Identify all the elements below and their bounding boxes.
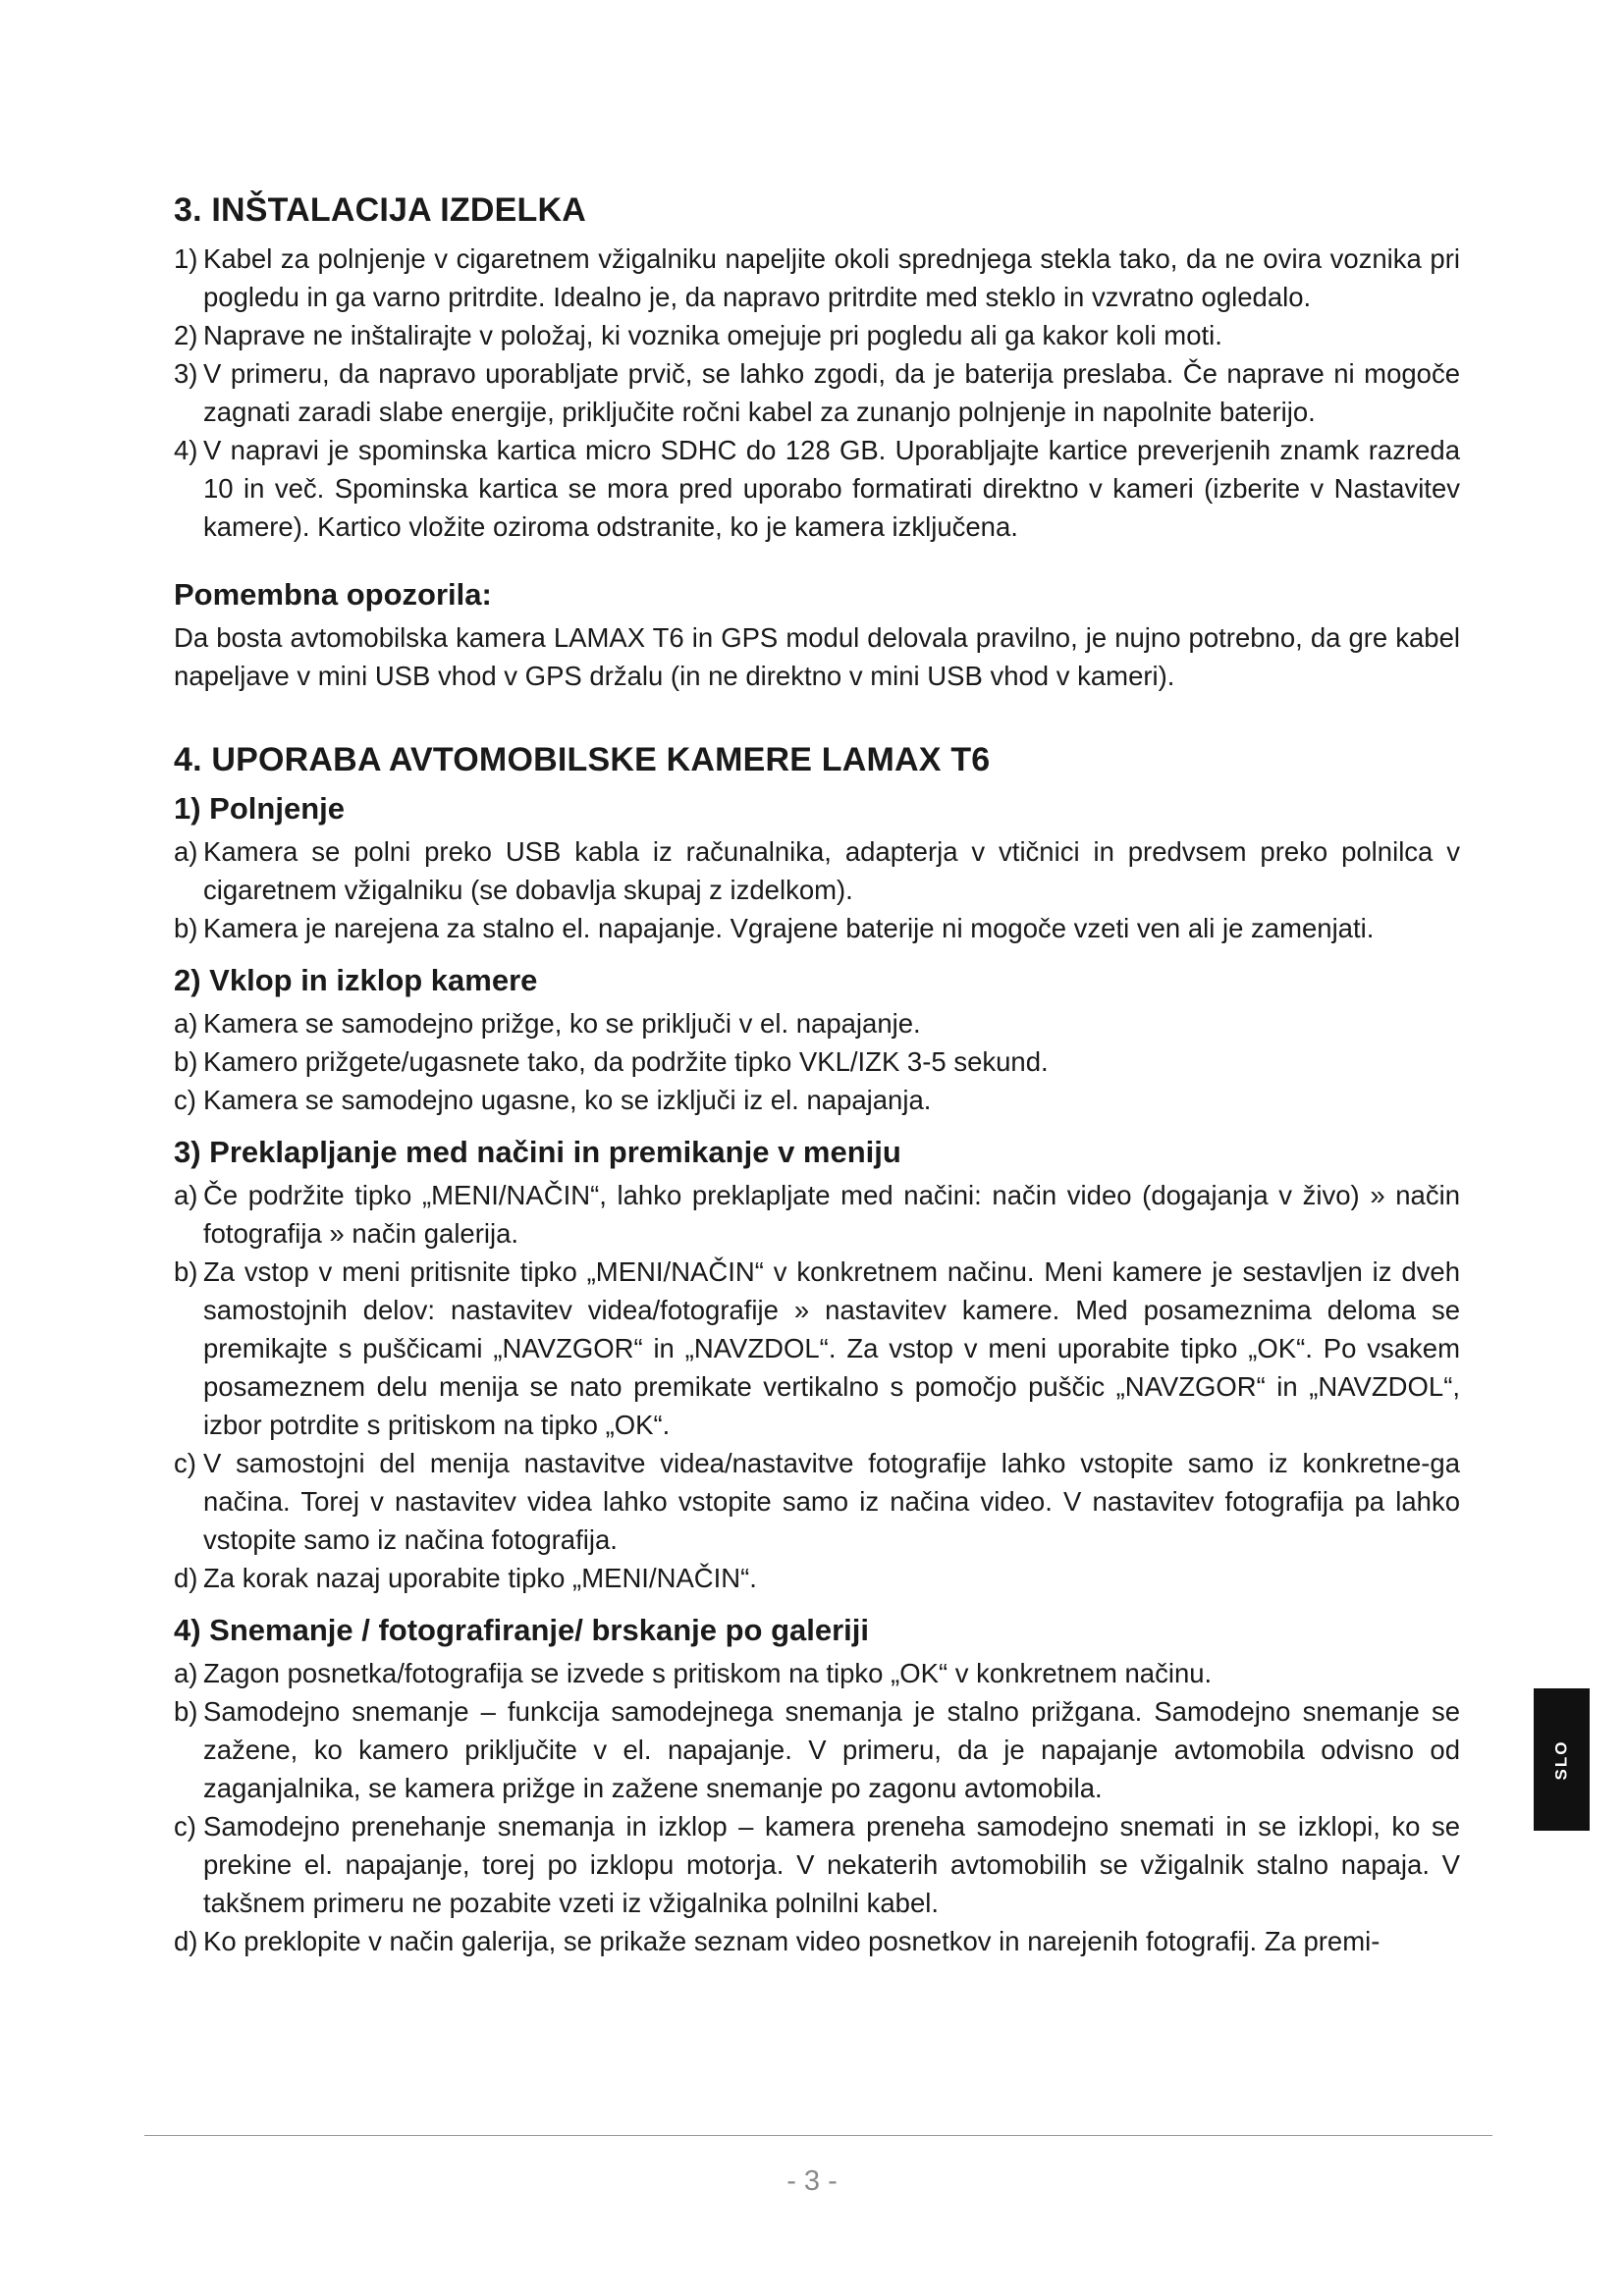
list-marker: 2) bbox=[174, 320, 198, 350]
list-marker: c) bbox=[174, 1085, 196, 1115]
subsection-list bbox=[174, 832, 1460, 947]
list-item-text: Samodejno prenehanje snemanja in izklop – kamera preneha samodejno snemati in se izklopi, ko se prekine el. napajanje, torej po izklopu motorja. V nekaterih avtomobilih se vžigalnik stalno napaja. V takšnem primeru ne pozabite vzeti iz vžigalnika polnilni kabel. bbox=[203, 1811, 1460, 1918]
list-item-text: Kamero prižgete/ugasnete tako, da podržite tipko VKL/IZK 3-5 sekund. bbox=[203, 1046, 1049, 1077]
list-item bbox=[174, 316, 1460, 354]
page-number: - 3 - bbox=[786, 2165, 838, 2197]
list-item-text: Ko preklopite v način galerija, se prikaže seznam video posnetkov in narejenih fotografij. Za premi- bbox=[203, 1926, 1380, 1956]
subsection-recording bbox=[174, 1611, 1460, 1960]
language-tab-label: SLO bbox=[1551, 1739, 1571, 1780]
section-installation bbox=[174, 188, 1460, 546]
list-item-text: Če podržite tipko „MENI/NAČIN“, lahko preklapljate med načini: način video (dogajanja v živo) » način fotografija » način galerija. bbox=[203, 1180, 1460, 1249]
list-marker: d) bbox=[174, 1926, 198, 1956]
page-content bbox=[174, 188, 1460, 1960]
list-marker: c) bbox=[174, 1811, 196, 1842]
subsection-list bbox=[174, 1176, 1460, 1597]
list-item bbox=[174, 431, 1460, 546]
section-title: 4. UPORABA AVTOMOBILSKE KAMERE LAMAX T6 bbox=[174, 741, 991, 778]
list-item-text: Za korak nazaj uporabite tipko „MENI/NAČIN“. bbox=[203, 1563, 757, 1593]
list-marker: 3) bbox=[174, 358, 198, 389]
list-item-text: V napravi je spominska kartica micro SDHC do 128 GB. Uporabljajte kartice preverjenih znamk razreda 10 in več. Spominska kartica se mora pred uporabo formatirati direktno v kameri (izberite v Nastavitev kamere). Kartico vložite oziroma odstranite, ko je kamera izključena. bbox=[203, 435, 1460, 542]
list-marker: a) bbox=[174, 1180, 198, 1210]
list-item bbox=[174, 909, 1460, 947]
list-item bbox=[174, 1654, 1460, 1692]
list-marker: a) bbox=[174, 1658, 198, 1688]
list-item bbox=[174, 1444, 1460, 1559]
subsection-power bbox=[174, 961, 1460, 1119]
list-marker: 1) bbox=[174, 243, 198, 274]
list-marker: b) bbox=[174, 1256, 198, 1287]
warning-text: Da bosta avtomobilska kamera LAMAX T6 in GPS modul delovala pravilno, je nujno potrebno, da gre kabel napeljave v mini USB vhod v GPS držalu (in ne direktno v mini USB vhod v kameri). bbox=[174, 622, 1460, 691]
list-item bbox=[174, 354, 1460, 431]
subsection-title: 4) Snemanje / fotografiranje/ brskanje po galeriji bbox=[174, 1613, 870, 1647]
list-item-text: Kamera se samodejno prižge, ko se priključi v el. napajanje. bbox=[203, 1008, 921, 1039]
list-item bbox=[174, 1253, 1460, 1444]
list-marker: d) bbox=[174, 1563, 198, 1593]
list-item bbox=[174, 1922, 1460, 1960]
language-tab bbox=[1534, 1688, 1590, 1831]
list-item bbox=[174, 1042, 1460, 1081]
list-item-text: Za vstop v meni pritisnite tipko „MENI/NAČIN“ v konkretnem načinu. Meni kamere je sestavljen iz dveh samostojnih delov: nastavitev videa/fotografije » nastavitev kamere. Med posameznima deloma se premikajte s puščicami „NAVZGOR“ in „NAVZDOL“. Za vstop v meni uporabite tipko „OK“. Po vsakem posameznem delu menija se nato premikate vertikalno s pomočjo puščic „NAVZGOR“ in „NAVZDOL“, izbor potrdite s pritiskom na tipko „OK“. bbox=[203, 1256, 1460, 1440]
footer-divider bbox=[144, 2135, 1492, 2136]
subsection-list bbox=[174, 1654, 1460, 1960]
list-marker: 4) bbox=[174, 435, 198, 465]
list-item-text: Zagon posnetka/fotografija se izvede s pritiskom na tipko „OK“ v konkretnem načinu. bbox=[203, 1658, 1213, 1688]
list-item bbox=[174, 1176, 1460, 1253]
list-item-text: Samodejno snemanje – funkcija samodejnega snemanja je stalno prižgana. Samodejno snemanje se zažene, ko kamero priključite v el. napajanje. V primeru, da je napajanje avtomobila odvisno od zaganjalnika, se kamera prižge in zažene snemanje po zagonu avtomobila. bbox=[203, 1696, 1460, 1803]
warning-title: Pomembna opozorila: bbox=[174, 577, 492, 612]
important-warnings bbox=[174, 575, 1460, 695]
list-item-text: Naprave ne inštalirajte v položaj, ki voznika omejuje pri pogledu ali ga kakor koli moti. bbox=[203, 320, 1222, 350]
list-item bbox=[174, 1559, 1460, 1597]
list-item bbox=[174, 240, 1460, 316]
list-item bbox=[174, 1692, 1460, 1807]
list-item bbox=[174, 1081, 1460, 1119]
list-marker: c) bbox=[174, 1448, 196, 1478]
list-item bbox=[174, 1004, 1460, 1042]
section-usage bbox=[174, 738, 1460, 1960]
list-item bbox=[174, 1807, 1460, 1922]
list-item-text: Kabel za polnjenje v cigaretnem vžigalniku napeljite okoli sprednjega stekla tako, da ne ovira voznika pri pogledu in ga varno pritrdite. Idealno je, da napravo pritrdite med steklo in vzvratno ogledalo. bbox=[203, 243, 1460, 312]
section-title: 3. INŠTALACIJA IZDELKA bbox=[174, 191, 586, 229]
subsection-title: 1) Polnjenje bbox=[174, 791, 345, 826]
list-item-text: Kamera se polni preko USB kabla iz računalnika, adapterja v vtičnici in predvsem preko polnilca v cigaretnem vžigalniku (se dobavlja skupaj z izdelkom). bbox=[203, 836, 1460, 905]
subsection-title: 2) Vklop in izklop kamere bbox=[174, 963, 538, 997]
list-item bbox=[174, 832, 1460, 909]
list-item-text: Kamera je narejena za stalno el. napajanje. Vgrajene baterije ni mogoče vzeti ven ali je zamenjati. bbox=[203, 913, 1375, 943]
list-marker: b) bbox=[174, 913, 198, 943]
subsection-title: 3) Preklapljanje med načini in premikanje v meniju bbox=[174, 1135, 901, 1169]
installation-list bbox=[174, 240, 1460, 546]
list-item-text: V samostojni del menija nastavitve videa/nastavitve fotografije lahko vstopite samo iz konkretne-ga načina. Torej v nastavitev videa lahko vstopite samo iz načina video. V nastavitev fotografija pa lahko vstopite samo iz načina fotografija. bbox=[203, 1448, 1460, 1555]
subsection-menu bbox=[174, 1133, 1460, 1597]
list-marker: a) bbox=[174, 836, 198, 867]
list-marker: b) bbox=[174, 1696, 198, 1727]
subsection-charging bbox=[174, 789, 1460, 947]
subsection-list bbox=[174, 1004, 1460, 1119]
list-marker: a) bbox=[174, 1008, 198, 1039]
list-item-text: V primeru, da napravo uporabljate prvič, se lahko zgodi, da je baterija preslaba. Če naprave ni mogoče zagnati zaradi slabe energije, priključite ročni kabel za zunanjo polnjenje in napolnite baterijo. bbox=[203, 358, 1460, 427]
list-marker: b) bbox=[174, 1046, 198, 1077]
list-item-text: Kamera se samodejno ugasne, ko se izključi iz el. napajanja. bbox=[203, 1085, 932, 1115]
